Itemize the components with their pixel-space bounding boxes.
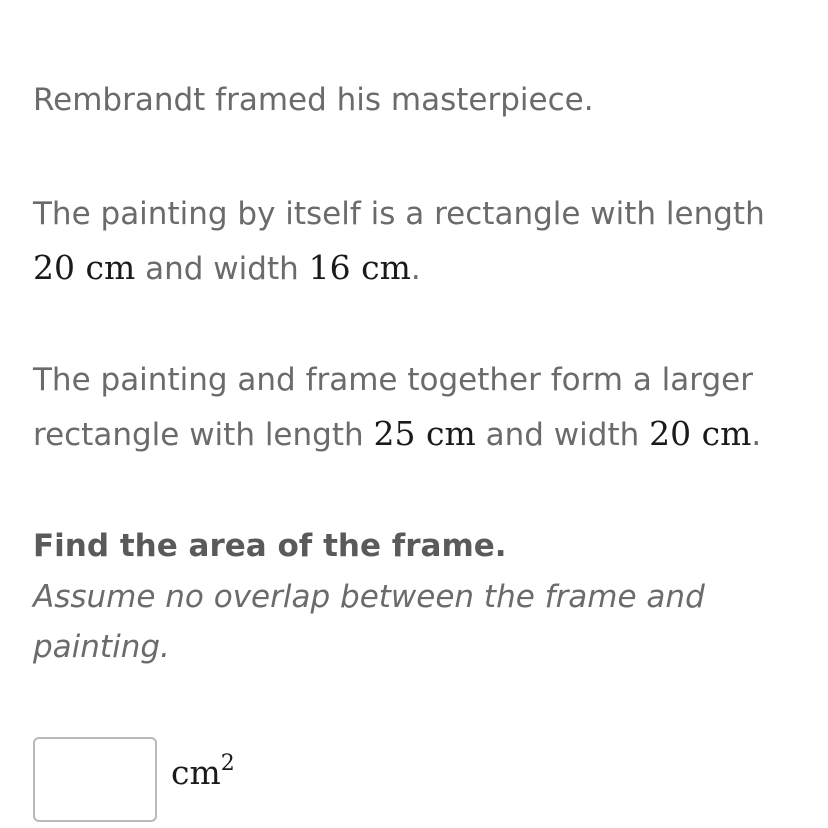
combined-text-c: .: [751, 417, 762, 453]
question-text: Find the area of the frame.: [33, 528, 507, 564]
assumption-text: Assume no overlap between the frame and painting.: [33, 579, 705, 665]
unit-base: cm: [171, 753, 221, 792]
painting-width: 16 cm: [308, 248, 411, 287]
intro-text: Rembrandt framed his masterpiece.: [33, 82, 594, 118]
painting-length: 20 cm: [33, 248, 136, 287]
painting-text-a: The painting by itself is a rectangle with length: [33, 196, 765, 232]
combined-text-a: The painting and frame together form a larger rectangle with length: [33, 362, 753, 453]
painting-dimensions-text: [33, 188, 803, 296]
combined-width: 20 cm: [649, 414, 752, 453]
answer-unit: [171, 748, 235, 798]
painting-text-c: .: [410, 251, 421, 287]
unit-exponent: 2: [220, 751, 235, 776]
combined-dimensions-text: [33, 354, 803, 462]
combined-text-b: and width: [475, 417, 650, 453]
answer-input[interactable]: [33, 737, 157, 822]
combined-length: 25 cm: [373, 414, 476, 453]
painting-text-b: and width: [135, 251, 309, 287]
